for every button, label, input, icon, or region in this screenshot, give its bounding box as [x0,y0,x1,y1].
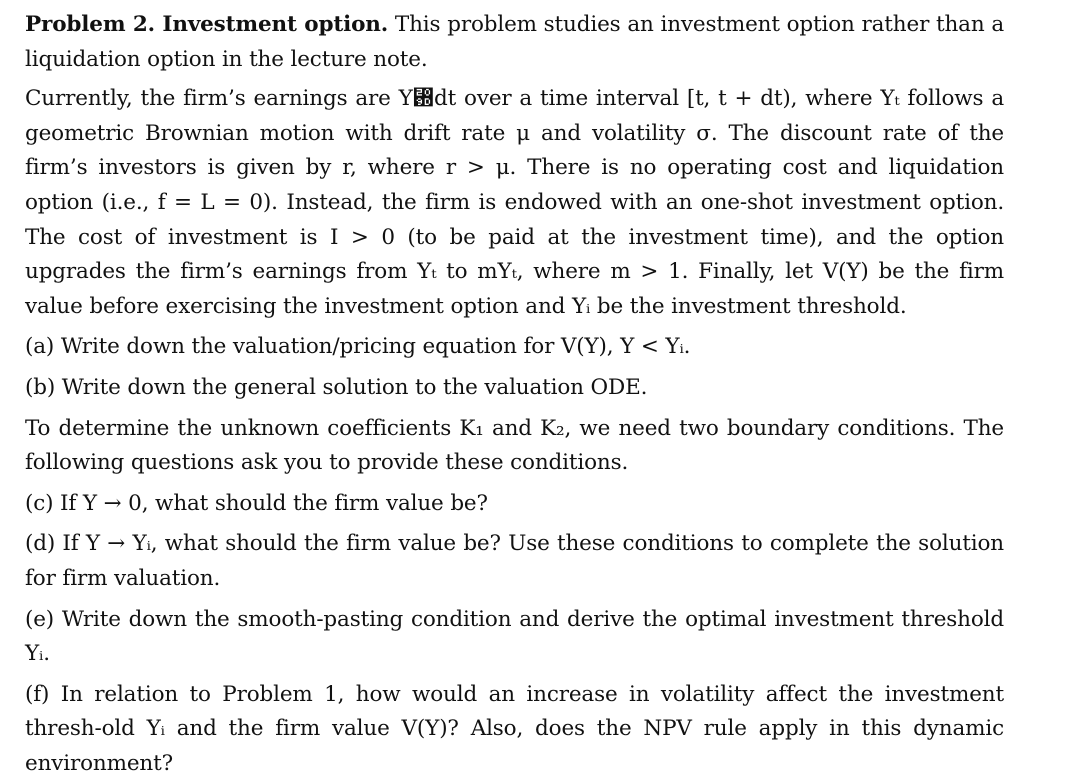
question-d: (d) If Y → Yᵢ, what should the firm value be? Use these conditions to complete the solution for firm valuation. [25,531,1004,591]
problem-intro-paragraph [25,8,1004,77]
problem-intro-text: This problem studies an investment option rather than a liquidation option in the lecture note. [25,12,1004,72]
question-a: (a) Write down the valuation/pricing equation for V(Y), Y < Yᵢ. [25,334,691,360]
question-e: (e) Write down the smooth-pasting condition and derive the optimal investment threshold Yᵢ. [25,606,1004,667]
question-b: (b) Write down the general solution to the valuation ODE. [25,374,648,400]
context-paragraph: Currently, the firm’s earnings are Y₝dt over a time interval [t, t + dt), where Yₜ follows a geometric Brownian motion with drift rate μ and volatility σ. The discount rate of the firm’s investors is given by r, where r > μ. There is no operating cost and liquidation option (i.e., f = L = 0). Instead, the firm is endowed with an one-shot investment option. The cost of investment is I > 0 (to be paid at the investment time), and the option upgrades the firm’s earnings from Yₜ to mYₜ, where m > 1. Finally, let V(Y) be the firm value before exercising the investment option and Yᵢ be the investment threshold. [25,86,1004,319]
question-f: (f) In relation to Problem 1, how would an increase in volatility affect the investment thresh-old Yᵢ and the firm value V(Y)? Also, does the NPV rule apply in this dynamic environment? [25,681,1004,776]
boundary-conditions-paragraph: To determine the unknown coefficients K₁ and K₂, we need two boundary conditions. The following questions ask you to provide these conditions. [25,415,1004,476]
question-c: (c) If Y → 0, what should the firm value be? [25,490,488,516]
problem-heading: Problem 2. Investment option. [25,12,389,37]
